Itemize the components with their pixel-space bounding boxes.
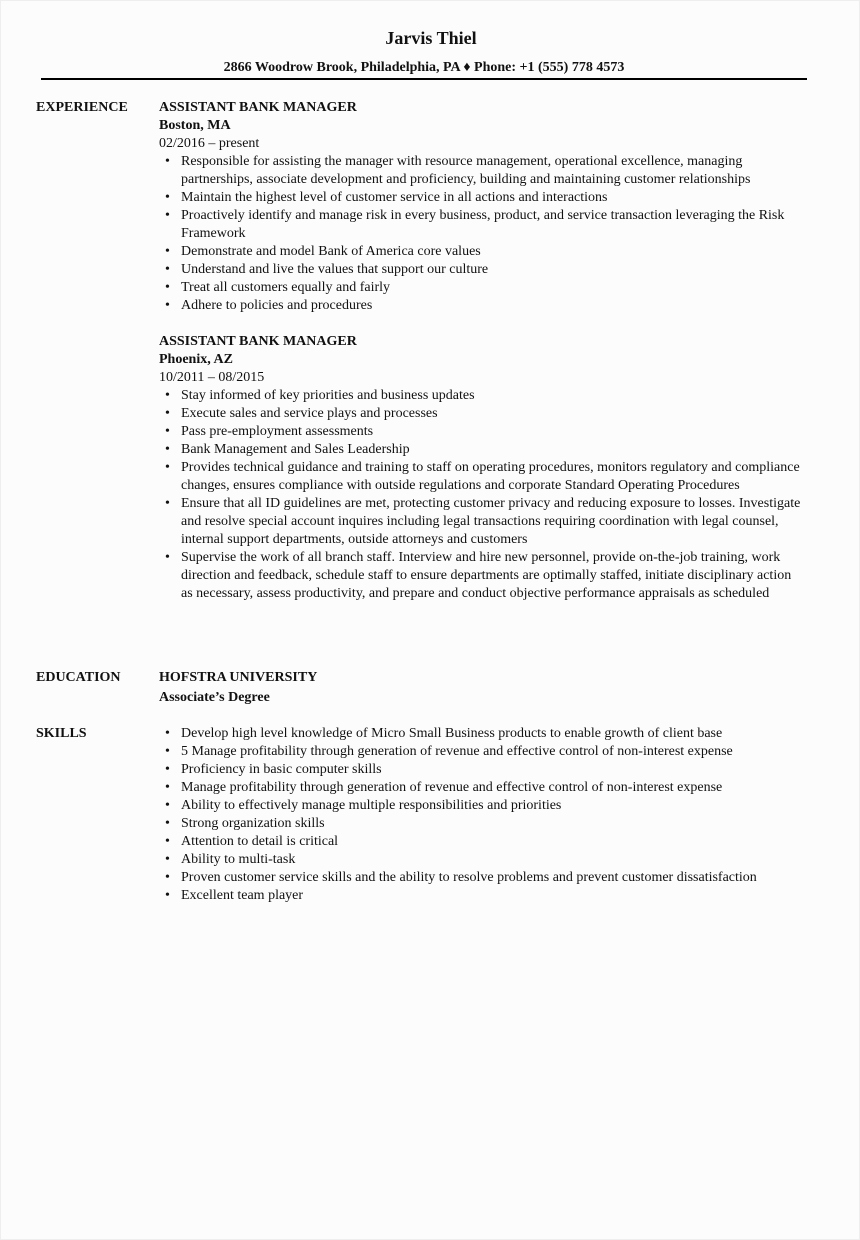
job-entry (159, 99, 809, 315)
list-item: • Execute sales and service plays and processes (159, 405, 806, 423)
list-item: • Manage profitability through generation of revenue and effective control of non-interest expense (159, 779, 806, 797)
list-item: • Adhere to policies and procedures (159, 297, 806, 315)
section-label: SKILLS (36, 726, 87, 741)
list-item: • Bank Management and Sales Leadership (159, 441, 806, 459)
list-item: • Proficiency in basic computer skills (159, 761, 806, 779)
list-item: • Provides technical guidance and training to staff on operating procedures, monitors regulatory and compliance changes, ensures compliance with outside regulations and corporate Standard Operating Procedures (159, 459, 806, 495)
list-item: • Attention to detail is critical (159, 833, 806, 851)
header-divider (41, 78, 807, 80)
job-bullets (159, 387, 809, 603)
contact-info: 2866 Woodrow Brook, Philadelphia, PA ♦ Phone: +1 (555) 778 4573 (223, 60, 625, 75)
list-item: • Excellent team player (159, 887, 806, 905)
job-bullets (159, 153, 809, 315)
job-dates: 10/2011 – 08/2015 (159, 370, 265, 385)
list-item: • Proven customer service skills and the ability to resolve problems and prevent customer dissatisfaction (159, 869, 806, 887)
school-name: HOFSTRA UNIVERSITY (159, 670, 318, 685)
job-title: ASSISTANT BANK MANAGER (159, 334, 357, 349)
degree: Associate’s Degree (159, 690, 270, 705)
list-item: • Develop high level knowledge of Micro Small Business products to enable growth of client base (159, 725, 806, 743)
list-item: • Responsible for assisting the manager with resource management, operational excellence, managing partnerships, associate development and proficiency, building and maintaining customer relationships (159, 153, 806, 189)
list-item: • Ability to effectively manage multiple responsibilities and priorities (159, 797, 806, 815)
job-location: Phoenix, AZ (159, 352, 233, 367)
list-item: • Stay informed of key priorities and business updates (159, 387, 806, 405)
job-location: Boston, MA (159, 118, 231, 133)
list-item: • Understand and live the values that support our culture (159, 261, 806, 279)
section-label: EXPERIENCE (36, 100, 128, 115)
list-item: • Supervise the work of all branch staff. Interview and hire new personnel, provide on-the-job training, work direction and feedback, schedule staff to ensure departments are optimally staffed, initiate disciplinary action as necessary, assess productivity, and prepare and conduct objective performance appraisals as scheduled (159, 549, 806, 603)
list-item: • Pass pre-employment assessments (159, 423, 806, 441)
section-label: EDUCATION (36, 670, 121, 685)
job-dates: 02/2016 – present (159, 136, 260, 151)
job-entry (159, 333, 809, 603)
skills-list (159, 725, 809, 905)
list-item: • Maintain the highest level of customer service in all actions and interactions (159, 189, 806, 207)
candidate-name: Jarvis Thiel (385, 28, 477, 48)
list-item: • Strong organization skills (159, 815, 806, 833)
list-item: • Demonstrate and model Bank of America core values (159, 243, 806, 261)
list-item: • Treat all customers equally and fairly (159, 279, 806, 297)
job-title: ASSISTANT BANK MANAGER (159, 100, 357, 115)
list-item: • Ability to multi-task (159, 851, 806, 869)
list-item: • 5 Manage profitability through generation of revenue and effective control of non-interest expense (159, 743, 806, 761)
list-item: • Proactively identify and manage risk in every business, product, and service transaction leveraging the Risk Framework (159, 207, 806, 243)
list-item: • Ensure that all ID guidelines are met, protecting customer privacy and reducing exposure to losses. Investigate and resolve special account inquires including legal transactions requiring coordination with legal counsel, internal support departments, outside attorneys and customers (159, 495, 806, 549)
